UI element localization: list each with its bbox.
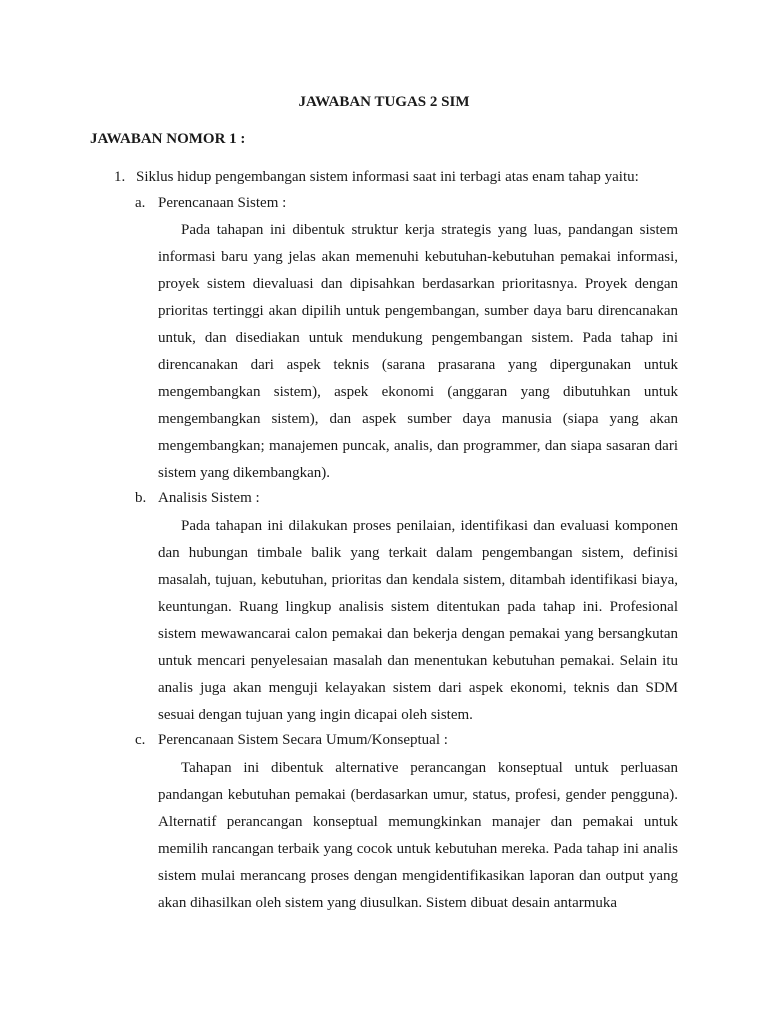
list-marker-1: 1. bbox=[114, 169, 126, 185]
paragraph-analisis-sistem: Pada tahapan ini dilakukan proses penilaian, identifikasi dan evaluasi komponen dan hubungan timbale balik yang terkait dalam pengembangan sistem, definisi masalah, tujuan, kebutuhan, prioritas dan kendala sistem, ditambah identifikasi biaya, keuntungan. Ruang lingkup analisis sistem ditentukan pada tahap ini. Profesional sistem mewawancarai calon pemakai dan bekerja dengan pemakai yang bersangkutan untuk mencari penyelesaian masalah dan menentukan kebutuhan pemakai. Selain itu analis juga akan menguji kelayakan sistem dari aspek ekonomi, teknis dan SDM sesuai dengan tujuan yang ingin dicapai oleh sistem. bbox=[158, 518, 678, 723]
section-heading: JAWABAN NOMOR 1 : bbox=[90, 131, 246, 147]
sub-marker-b: b. bbox=[135, 490, 147, 506]
paragraph-perencanaan-sistem: Pada tahapan ini dibentuk struktur kerja strategis yang luas, pandangan sistem informasi baru yang jelas akan memenuhi kebutuhan-kebutuhan pemakai informasi, proyek sistem dievaluasi dan dipisahkan berdasarkan prioritasnya. Proyek dengan prioritas tertinggi akan dipilih untuk pengembangan, sumber daya baru direncanakan untuk, dan disediakan untuk mendukung pengembangan sistem. Pada tahap ini direncanakan dari aspek teknis (sarana prasarana yang dipergunakan untuk mengembangkan sistem), aspek ekonomi (anggaran yang dibutuhkan untuk mengembangkan sistem), dan aspek sumber daya manusia (siapa yang akan mengembangkan; manajemen puncak, analis, dan programmer, dan siapa sasaran dari sistem yang dikembangkan). bbox=[158, 222, 678, 481]
sub-item-a-label: Perencanaan Sistem : bbox=[158, 195, 287, 211]
document-title: JAWABAN TUGAS 2 SIM bbox=[298, 94, 470, 110]
sub-marker-c: c. bbox=[135, 732, 146, 748]
sub-marker-a: a. bbox=[135, 195, 146, 211]
list-item-1-text: Siklus hidup pengembangan sistem informasi saat ini terbagi atas enam tahap yaitu: bbox=[136, 169, 639, 185]
paragraph-perencanaan-konseptual: Tahapan ini dibentuk alternative perancangan konseptual untuk perluasan pandangan kebutuhan pemakai (berdasarkan umur, status, profesi, gender pengguna). Alternatif perancangan konseptual memungkinkan manajer dan pemakai untuk memilih rancangan terbaik yang cocok untuk kebutuhan mereka. Pada tahap ini analis sistem mulai merancang proses dengan mengidentifikasikan laporan dan output yang akan dihasilkan oleh sistem yang diusulkan. Sistem dibuat desain antarmuka bbox=[158, 760, 678, 911]
sub-item-c-label: Perencanaan Sistem Secara Umum/Konseptual : bbox=[158, 732, 448, 748]
sub-item-b-label: Analisis Sistem : bbox=[158, 490, 260, 506]
